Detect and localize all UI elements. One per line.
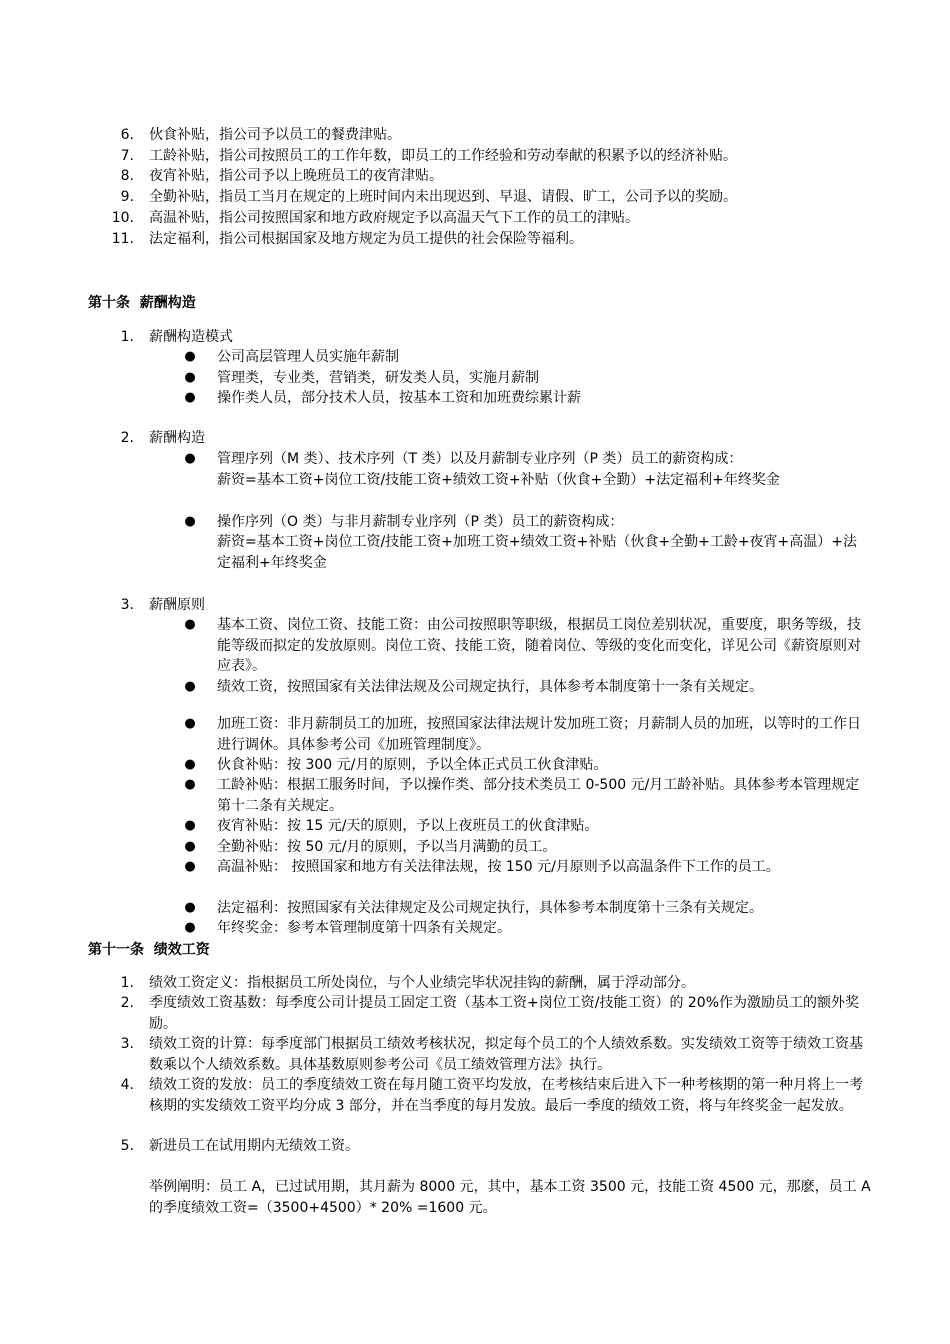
bullet-item: 全勤补贴：按 50 元/月的原则，予以当月满勤的员工。 <box>217 839 557 855</box>
bullet: ● <box>184 390 196 405</box>
list-number: 1. <box>120 975 134 991</box>
list-item: 夜宵补贴，指公司予以上晚班员工的夜宵津贴。 <box>149 168 443 184</box>
bullet: ● <box>184 679 196 694</box>
bullet: ● <box>184 859 196 874</box>
bullet: ● <box>184 514 196 529</box>
bullet: ● <box>184 451 196 466</box>
bullet: ● <box>184 757 196 772</box>
formula: 薪资=基本工资+岗位工资/技能工资+绩效工资+补贴（伙食+全勤）+法定福利+年终奖金 <box>217 472 780 488</box>
list-item: 绩效工资的计算：每季度部门根据员工绩效考核状况，拟定每个员工的个人绩效系数。实发绩效工资等于绩效工资基数乘以个人绩效系数。具体基数原则参考公司《员工绩效管理方法》执行。 <box>149 1036 863 1073</box>
list-number: 1. <box>120 329 134 345</box>
bullet: ● <box>184 617 196 632</box>
subsection-title: 薪酬构造模式 <box>149 329 233 345</box>
list-item: 伙食补贴，指公司予以员工的餐费津贴。 <box>149 127 401 143</box>
example-paragraph: 举例阐明：员工 A，已过试用期，其月薪为 8000 元，其中，基本工资 3500 元，技能工资 4500 元，那麽，员工 A 的季度绩效工资=（3500+4500）* 20% =1600 元。 <box>149 1179 871 1216</box>
list-item: 全勤补贴，指员工当月在规定的上班时间内未出现迟到、早退、请假、旷工，公司予以的奖励。 <box>149 189 737 205</box>
bullet-item: 管理类，专业类，营销类，研发类人员，实施月薪制 <box>217 370 539 386</box>
list-number: 7. <box>120 148 134 164</box>
list-number: 3. <box>120 597 134 613</box>
bullet-item: 法定福利：按照国家有关法律规定及公司规定执行，具体参考本制度第十三条有关规定。 <box>217 900 763 916</box>
bullet-item: 公司高层管理人员实施年薪制 <box>217 349 399 365</box>
section-heading: 第十一条 绩效工资 <box>88 942 210 958</box>
list-number: 9. <box>120 189 134 205</box>
bullet: ● <box>184 920 196 935</box>
list-item: 新进员工在试用期内无绩效工资。 <box>149 1138 359 1154</box>
bullet: ● <box>184 839 196 854</box>
bullet-item: 操作序列（O 类）与非月薪制专业序列（P 类）员工的薪资构成： <box>217 514 624 530</box>
bullet-item: 操作类人员，部分技术人员，按基本工资和加班费综累计薪 <box>217 390 581 406</box>
bullet: ● <box>184 349 196 364</box>
formula: 薪资=基本工资+岗位工资/技能工资+加班工资+绩效工资+补贴（伙食+全勤+工龄+夜宵+高温）+法定福利+年终奖金 <box>217 534 858 571</box>
list-number: 8. <box>120 168 134 184</box>
bullet-item: 绩效工资，按照国家有关法律法规及公司规定执行，具体参考本制度第十一条有关规定。 <box>217 679 763 695</box>
bullet: ● <box>184 716 196 731</box>
list-item: 绩效工资的发放：员工的季度绩效工资在每月随工资平均发放，在考核结束后进入下一种考核期的第一种月将上一考核期的实发绩效工资平均分成 3 部分，并在当季度的每月发放。最后一季度的绩效工资，将与年终奖金一起发放。 <box>149 1077 863 1114</box>
list-number: 4. <box>120 1077 134 1093</box>
bullet-item: 高温补贴： 按照国家和地方有关法律法规，按 150 元/月原则予以高温条件下工作的员工。 <box>217 859 780 875</box>
subsection-title: 薪酬原则 <box>149 597 205 613</box>
bullet: ● <box>184 777 196 792</box>
list-item: 工龄补贴，指公司按照员工的工作年数，即员工的工作经验和劳动奉献的积累予以的经济补贴。 <box>149 148 737 164</box>
list-item: 高温补贴，指公司按照国家和地方政府规定予以高温天气下工作的员工的津贴。 <box>149 210 639 226</box>
bullet-item: 伙食补贴：按 300 元/月的原则，予以全体正式员工伙食津贴。 <box>217 757 608 773</box>
bullet-item: 管理序列（M 类）、技术序列（T 类）以及月薪制专业序列（P 类）员工的薪资构成： <box>217 451 743 467</box>
list-number: 10. <box>111 210 134 226</box>
list-item: 季度绩效工资基数：每季度公司计提员工固定工资（基本工资+岗位工资/技能工资）的 20%作为激励员工的额外奖励。 <box>149 995 860 1032</box>
bullet-item: 夜宵补贴：按 15 元/天的原则，予以上夜班员工的伙食津贴。 <box>217 818 599 834</box>
bullet-item: 加班工资：非月薪制员工的加班，按照国家法律法规计发加班工资；月薪制人员的加班，以等时的工作日进行调休。具体参考公司《加班管理制度》。 <box>217 716 861 753</box>
bullet-item: 基本工资、岗位工资、技能工资：由公司按照职等职级，根据员工岗位差别状况，重要度，职务等级，技能等级而拟定的发放原则。岗位工资、技能工资，随着岗位、等级的变化而变化，详见公司《薪资原则对应表》。 <box>217 617 861 674</box>
list-item: 法定福利，指公司根据国家及地方规定为员工提供的社会保险等福利。 <box>149 231 583 247</box>
list-number: 11. <box>111 231 134 247</box>
list-item: 绩效工资定义：指根据员工所处岗位，与个人业绩完毕状况挂钩的薪酬，属于浮动部分。 <box>149 975 695 991</box>
list-number: 5. <box>120 1138 134 1154</box>
list-number: 2. <box>120 995 134 1011</box>
bullet: ● <box>184 900 196 915</box>
list-number: 2. <box>120 430 134 446</box>
list-number: 6. <box>120 127 134 143</box>
list-number: 3. <box>120 1036 134 1052</box>
bullet: ● <box>184 818 196 833</box>
subsection-title: 薪酬构造 <box>149 430 205 446</box>
section-heading: 第十条 薪酬构造 <box>88 295 196 311</box>
bullet: ● <box>184 370 196 385</box>
bullet-item: 工龄补贴：根据工服务时间，予以操作类、部分技术类员工 0-500 元/月工龄补贴。具体参考本管理规定第十二条有关规定。 <box>217 777 860 814</box>
bullet-item: 年终奖金：参考本管理制度第十四条有关规定。 <box>217 920 511 936</box>
